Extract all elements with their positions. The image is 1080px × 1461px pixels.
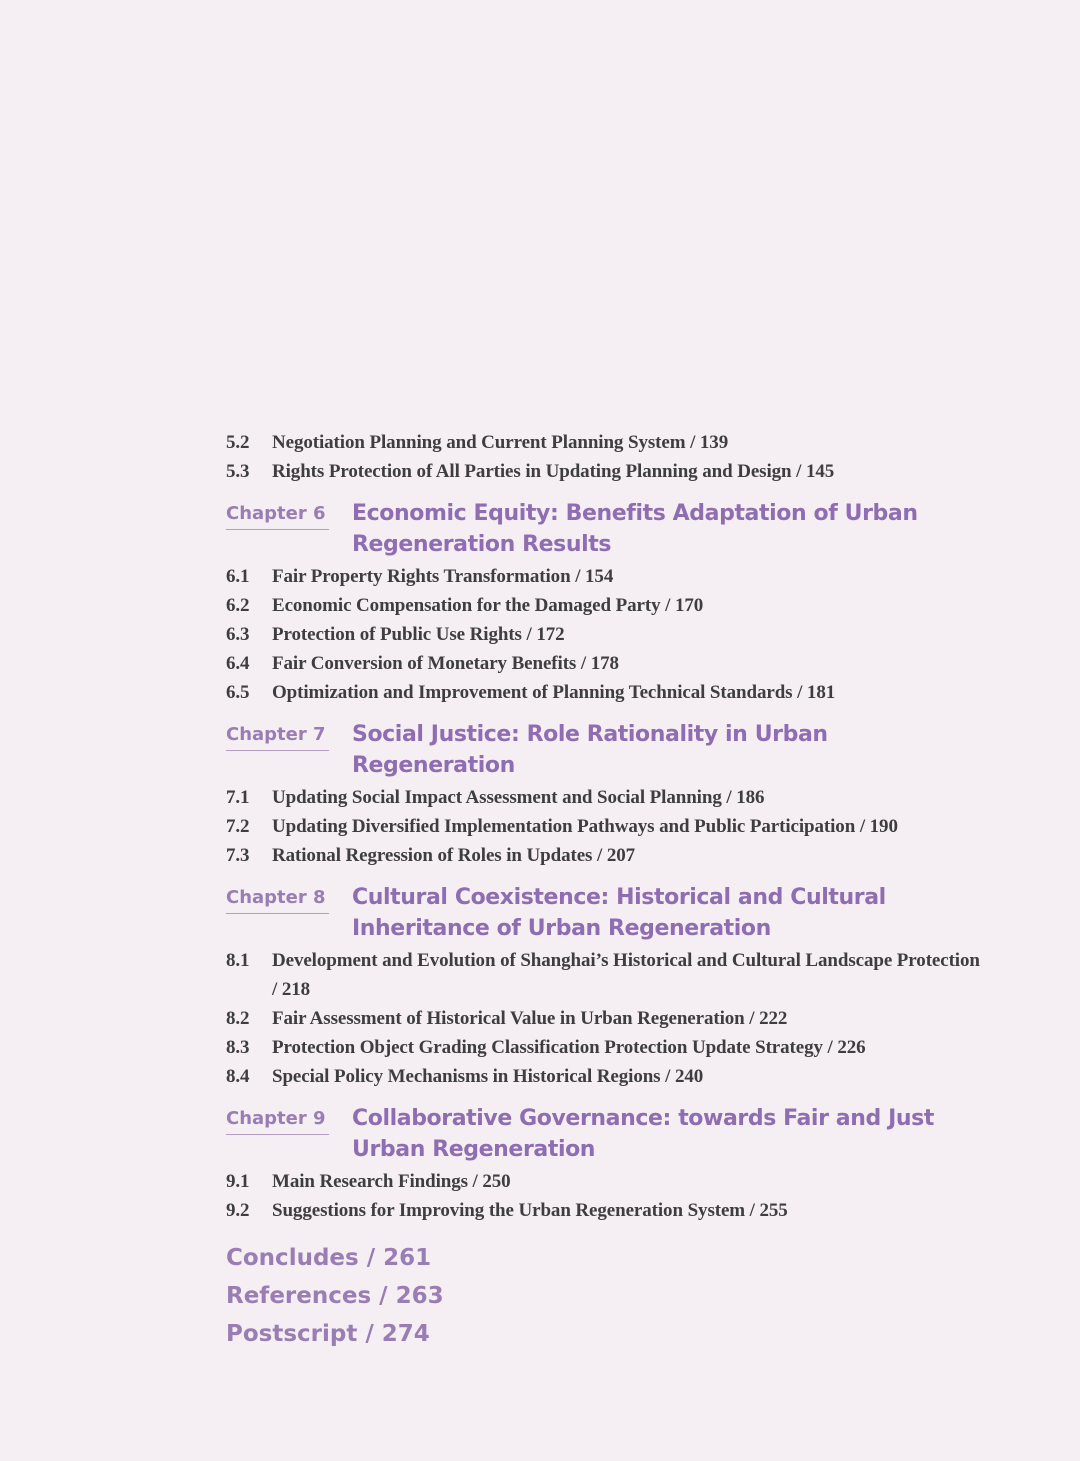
toc-entry[interactable] xyxy=(226,649,986,678)
toc-entry[interactable] xyxy=(226,1004,986,1033)
section-title: Updating Social Impact Assessment and Social Planning / 186 xyxy=(272,787,765,808)
toc-entry[interactable] xyxy=(226,428,986,457)
chapter-7-heading[interactable] xyxy=(226,719,986,781)
section-title: Fair Conversion of Monetary Benefits / 178 xyxy=(272,653,619,674)
chapter-label: Chapter 9 xyxy=(226,1103,329,1135)
section-number: 7.2 xyxy=(226,816,250,837)
toc-entry[interactable] xyxy=(226,1062,986,1091)
section-number: 9.2 xyxy=(226,1200,250,1221)
chapter-label: Chapter 8 xyxy=(226,882,329,914)
section-title: Main Research Findings / 250 xyxy=(272,1171,511,1192)
toc-entry[interactable] xyxy=(226,562,986,591)
toc-entry[interactable] xyxy=(226,678,986,707)
toc-entry[interactable] xyxy=(226,783,986,812)
section-number: 6.4 xyxy=(226,653,250,674)
back-matter xyxy=(226,1239,986,1353)
chapter-label: Chapter 7 xyxy=(226,719,329,751)
section-number: 9.1 xyxy=(226,1171,250,1192)
toc-entry[interactable] xyxy=(226,457,986,486)
section-title: Fair Assessment of Historical Value in Urban Regeneration / 222 xyxy=(272,1008,788,1029)
section-number: 6.3 xyxy=(226,624,250,645)
section-number: 5.3 xyxy=(226,461,250,482)
toc-entry[interactable] xyxy=(226,841,986,870)
chapter-title: Economic Equity: Benefits Adaptation of Urban Regeneration Results xyxy=(352,501,918,557)
chapter-label: Chapter 6 xyxy=(226,498,329,530)
concludes-link[interactable]: Concludes / 261 xyxy=(226,1245,432,1271)
section-number: 7.3 xyxy=(226,845,250,866)
toc-entry[interactable] xyxy=(226,620,986,649)
section-title: Special Policy Mechanisms in Historical Regions / 240 xyxy=(272,1066,704,1087)
section-title: Protection Object Grading Classification Protection Update Strategy / 226 xyxy=(272,1037,866,1058)
postscript-link[interactable]: Postscript / 274 xyxy=(226,1321,430,1347)
section-number: 6.2 xyxy=(226,595,250,616)
section-title: Negotiation Planning and Current Planning System / 139 xyxy=(272,432,729,453)
toc-entry[interactable] xyxy=(226,1196,986,1225)
section-title: Fair Property Rights Transformation / 154 xyxy=(272,566,614,587)
toc-entry[interactable] xyxy=(226,591,986,620)
chapter-title: Collaborative Governance: towards Fair and Just Urban Regeneration xyxy=(352,1106,934,1162)
chapter-title: Cultural Coexistence: Historical and Cultural Inheritance of Urban Regeneration xyxy=(352,885,886,941)
references-link[interactable]: References / 263 xyxy=(226,1283,444,1309)
section-title: Rights Protection of All Parties in Updating Planning and Design / 145 xyxy=(272,461,835,482)
section-number: 7.1 xyxy=(226,787,250,808)
toc-entry[interactable] xyxy=(226,1167,986,1196)
section-title: Updating Diversified Implementation Pathways and Public Participation / 190 xyxy=(272,816,898,837)
section-number: 8.2 xyxy=(226,1008,250,1029)
chapter-8-heading[interactable] xyxy=(226,882,986,944)
section-title: Protection of Public Use Rights / 172 xyxy=(272,624,565,645)
section-number: 6.5 xyxy=(226,682,250,703)
toc-entry[interactable] xyxy=(226,1033,986,1062)
section-title: Development and Evolution of Shanghai’s Historical and Cultural Landscape Protection / 218 xyxy=(272,950,980,1000)
section-title: Rational Regression of Roles in Updates / 207 xyxy=(272,845,636,866)
toc-entry[interactable] xyxy=(226,946,986,1004)
chapter-title: Social Justice: Role Rationality in Urban Regeneration xyxy=(352,722,828,778)
chapter-9-heading[interactable] xyxy=(226,1103,986,1165)
section-title: Economic Compensation for the Damaged Party / 170 xyxy=(272,595,704,616)
section-number: 6.1 xyxy=(226,566,250,587)
section-number: 8.1 xyxy=(226,950,250,971)
chapter-6-heading[interactable] xyxy=(226,498,986,560)
toc-entry[interactable] xyxy=(226,812,986,841)
section-number: 8.3 xyxy=(226,1037,250,1058)
section-number: 8.4 xyxy=(226,1066,250,1087)
section-title: Optimization and Improvement of Planning Technical Standards / 181 xyxy=(272,682,836,703)
section-title: Suggestions for Improving the Urban Regeneration System / 255 xyxy=(272,1200,788,1221)
section-number: 5.2 xyxy=(226,432,250,453)
table-of-contents xyxy=(226,428,986,1353)
